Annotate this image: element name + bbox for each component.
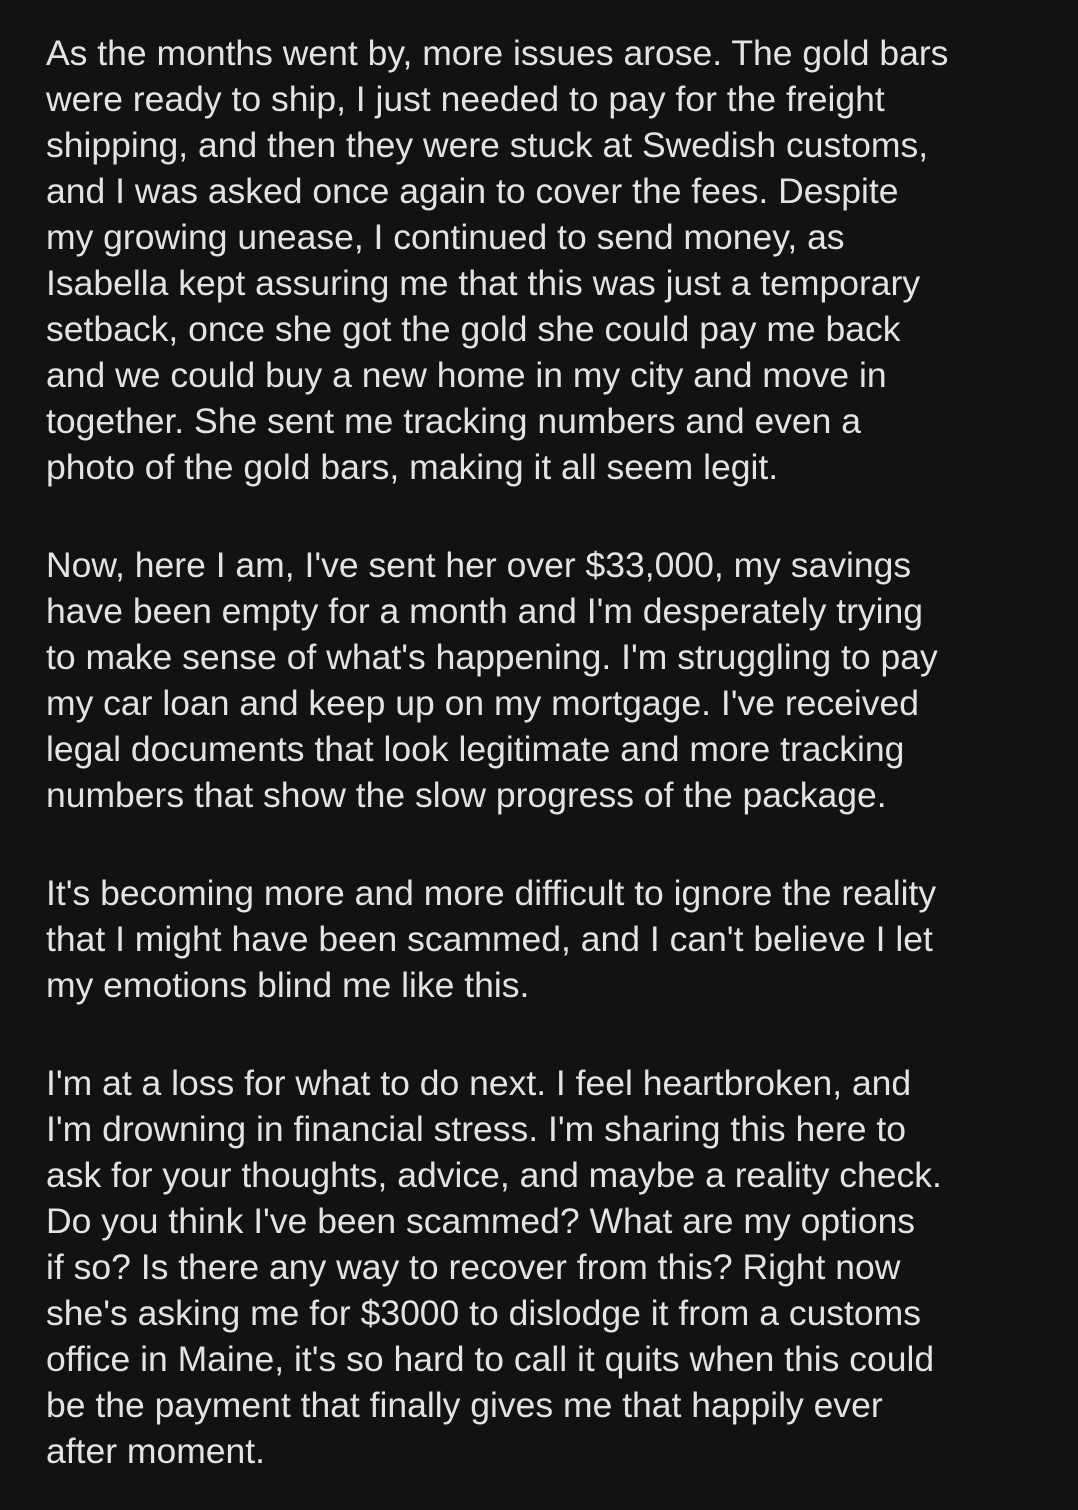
text-line: Isabella kept assuring me that this was just a temporary <box>46 263 921 303</box>
post-paragraph-1 <box>46 30 1046 490</box>
text-line: As the months went by, more issues arose. The gold bars <box>46 33 949 73</box>
text-line: shipping, and then they were stuck at Swedish customs, <box>46 125 929 165</box>
text-line: I'm at a loss for what to do next. I feel heartbroken, and <box>46 1063 912 1103</box>
text-line: together. She sent me tracking numbers and even a <box>46 401 862 441</box>
text-line: and I was asked once again to cover the fees. Despite <box>46 171 899 211</box>
post-paragraph-2 <box>46 542 1046 818</box>
text-line: Do you think I've been scammed? What are my options <box>46 1201 916 1241</box>
text-line: my car loan and keep up on my mortgage. I've received <box>46 683 920 723</box>
text-line: I'm drowning in financial stress. I'm sharing this here to <box>46 1109 907 1149</box>
text-line: my growing unease, I continued to send money, as <box>46 217 845 257</box>
text-line: It's becoming more and more difficult to ignore the reality <box>46 873 937 913</box>
post-body <box>46 30 1046 1474</box>
text-line: office in Maine, it's so hard to call it quits when this could <box>46 1339 935 1379</box>
post-paragraph-3 <box>46 870 1046 1008</box>
text-line: if so? Is there any way to recover from this? Right now <box>46 1247 901 1287</box>
text-line: setback, once she got the gold she could pay me back <box>46 309 901 349</box>
text-line: be the payment that finally gives me that happily ever <box>46 1385 883 1425</box>
text-line: ask for your thoughts, advice, and maybe a reality check. <box>46 1155 942 1195</box>
text-line: and we could buy a new home in my city and move in <box>46 355 887 395</box>
text-line: after moment. <box>46 1431 265 1471</box>
text-line: numbers that show the slow progress of the package. <box>46 775 887 815</box>
text-line: my emotions blind me like this. <box>46 965 530 1005</box>
text-line: were ready to ship, I just needed to pay for the freight <box>46 79 885 119</box>
text-line: photo of the gold bars, making it all seem legit. <box>46 447 779 487</box>
text-line: she's asking me for $3000 to dislodge it from a customs <box>46 1293 921 1333</box>
text-line: legal documents that look legitimate and more tracking <box>46 729 905 769</box>
text-line: Now, here I am, I've sent her over $33,000, my savings <box>46 545 912 585</box>
text-line: that I might have been scammed, and I can't believe I let <box>46 919 933 959</box>
post-paragraph-4 <box>46 1060 1046 1474</box>
text-line: to make sense of what's happening. I'm struggling to pay <box>46 637 938 677</box>
text-line: have been empty for a month and I'm desperately trying <box>46 591 924 631</box>
